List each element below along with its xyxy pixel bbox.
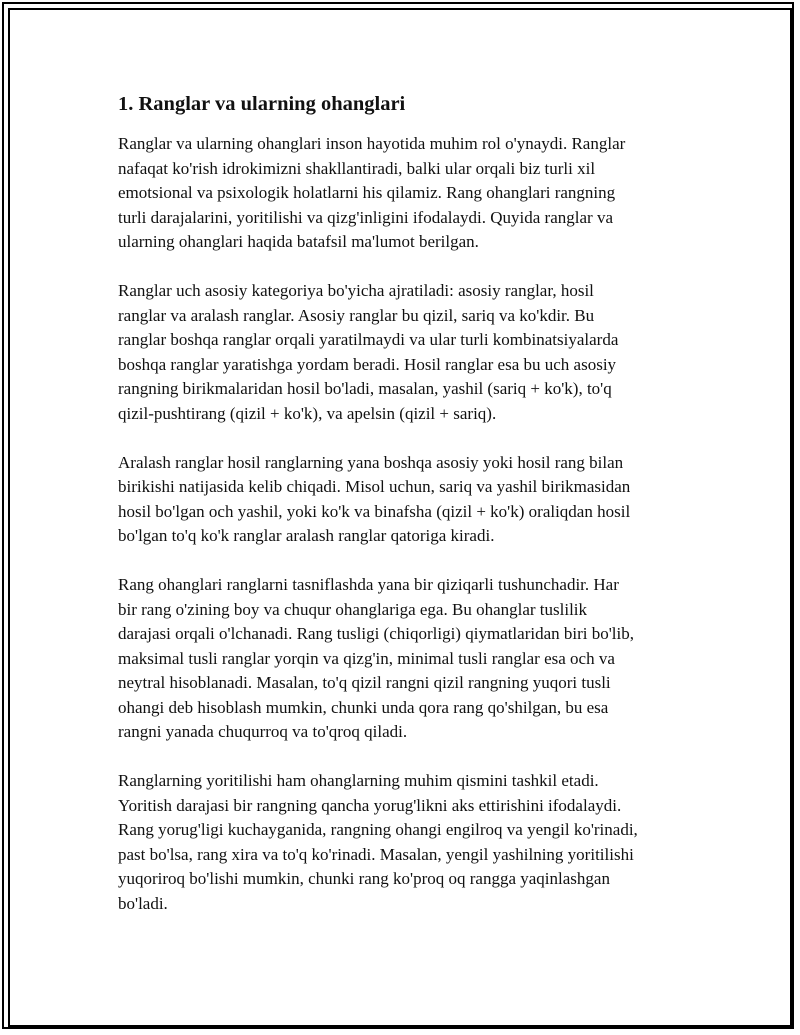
paragraph-lightness: Ranglarning yoritilishi ham ohanglarning muhim qismini tashkil etadi. Yoritish darajasi bir rangning qancha yorug'likni aks ettirishini ifodalaydi. Rang yorug'ligi kuchayganida, rangning ohangi engilroq va yengil ko'rinadi, past bo'lsa, rang xira va to'q ko'rinadi. Masalan, yengil yashilning yoritilishi yuqoriroq bo'lishi mumkin, chunki rang ko'proq oq rangga yaqinlashgan bo'ladi. [118, 771, 638, 913]
paragraph-mixed-colors: Aralash ranglar hosil ranglarning yana boshqa asosiy yoki hosil rang bilan birikishi natijasida kelib chiqadi. Misol uchun, sariq va yashil birikmasidan hosil bo'lgan och yashil, yoki ko'k va binafsha (qizil + ko'k) oraliqdan hosil bo'lgan to'q ko'k ranglar aralash ranglar qatoriga kiradi. [118, 452, 631, 545]
section-heading: 1. Ranglar va ularning ohanglari [118, 93, 406, 115]
document-body [118, 90, 688, 941]
paragraph-intro: Ranglar va ularning ohanglari inson hayotida muhim rol o'ynaydi. Ranglar nafaqat ko'rish idrokimizni shakllantiradi, balki ular orqali biz turli xil emotsional va psixologik holatlarni his qilamiz. Rang ohanglari rangning turli darajalarini, yoritilishi va qizg'inligini ifodalaydi. Quyida ranglar va ularning ohanglari haqida batafsil ma'lumot berilgan. [118, 134, 626, 251]
paragraph-color-tones: Rang ohanglari ranglarni tasniflashda yana bir qiziqarli tushunchadir. Har bir rang o'zining boy va chuqur ohanglariga ega. Bu ohanglar tuslilik darajasi orqali o'lchanadi. Rang tusligi (chiqorligi) qiymatlaridan biri bo'lib, maksimal tusli ranglar yorqin va qizg'in, minimal tusli ranglar esa och va neytral hisoblanadi. Masalan, to'q qizil rangni qizil rangning yuqori tusli ohangi deb hisoblash mumkin, chunki unda qora rang qo'shilgan, bu esa rangni yanada chuqurroq va to'qroq qiladi. [118, 575, 635, 741]
paragraph-color-categories: Ranglar uch asosiy kategoriya bo'yicha ajratiladi: asosiy ranglar, hosil ranglar va aralash ranglar. Asosiy ranglar bu qizil, sariq va ko'kdir. Bu ranglar boshqa ranglar orqali yaratilmaydi va ular turli kombinatsiyalarda boshqa ranglar yaratishga yordam beradi. Hosil ranglar esa bu uch asosiy rangning birikmalaridan hosil bo'ladi, masalan, yashil (sariq + ko'k), to'q qizil-pushtirang (qizil + ko'k), va apelsin (qizil + sariq). [118, 281, 619, 423]
